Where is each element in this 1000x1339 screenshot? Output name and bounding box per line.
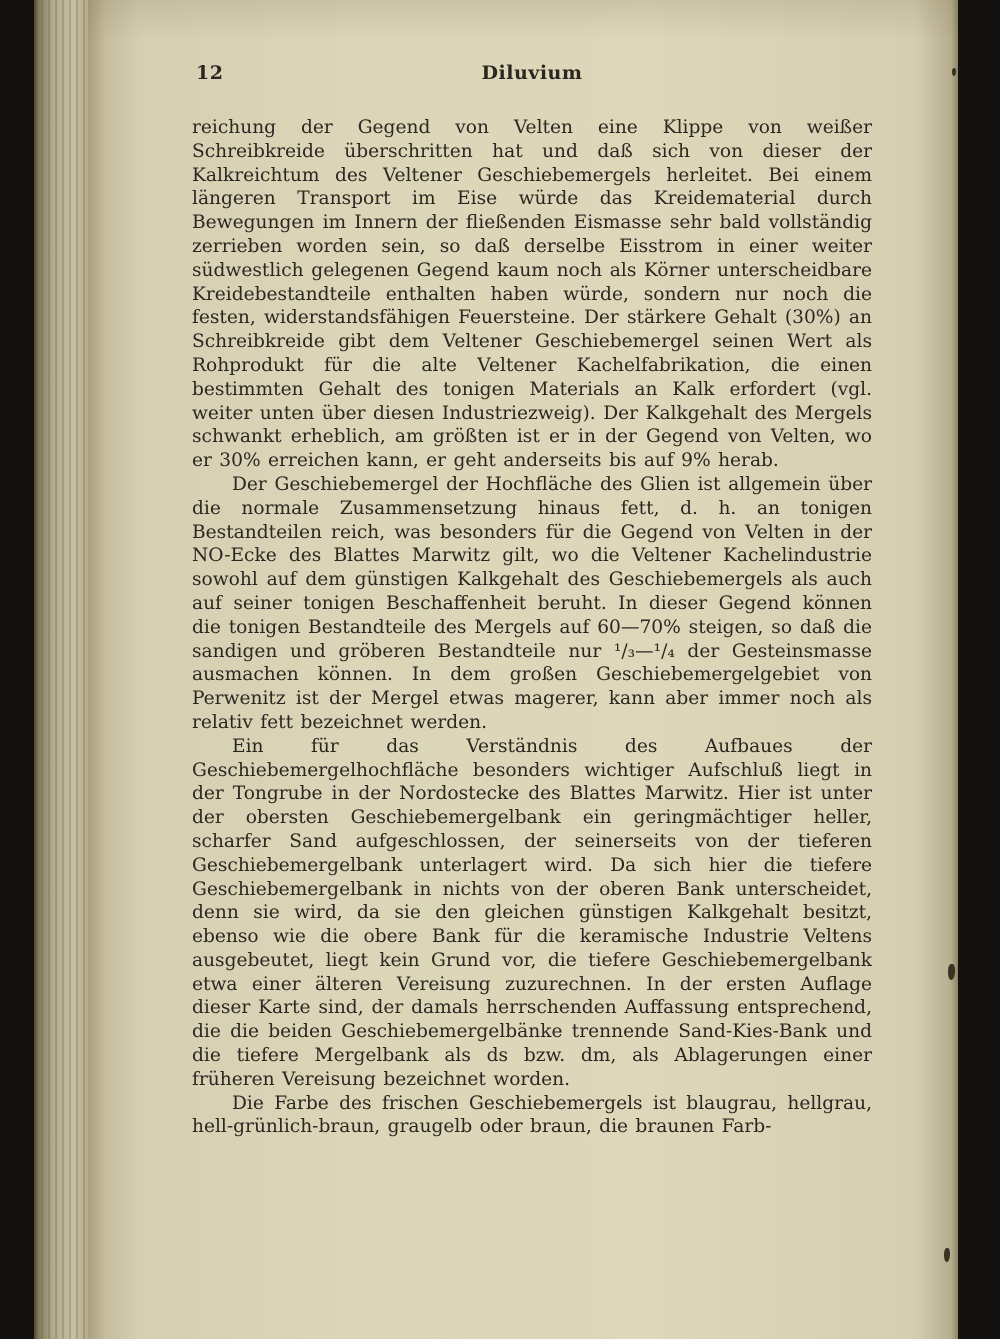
text-column (192, 62, 872, 1139)
running-title: Diluvium (481, 62, 583, 84)
book-page (88, 0, 958, 1339)
paragraph-incomplete: Die Farbe des frischen Geschiebemergels ist blaugrau, hellgrau, hell-grünlich-braun, graugelb oder braun, die braunen Farb- (192, 1092, 872, 1138)
paragraph-continuation: reichung der Gegend von Velten eine Klippe von weißer Schreibkreide überschritten hat und daß sich von dieser der Kalkreichtum des Veltener Geschiebemergels herleitet. Bei einem längeren Transport im Eise würde das Kreidematerial durch Bewegungen im Innern der fließenden Eismasse sehr bald vollständig zerrieben worden sein, so daß derselbe Eisstrom in einer weiter südwestlich gelegenen Gegend kaum noch als Körner unterscheidbare Kreidebestandteile enthalten haben würde, sondern nur noch die festen, widerstandsfähigen Feuersteine. Der stärkere Gehalt (30%) an Schreibkreide gibt dem Veltener Geschiebemergel seinen Wert als Rohprodukt für die alte Veltener Kachelfabrikation, die einen bestimmten Gehalt des tonigen Materials an Kalk erfordert (vgl. weiter unten über diesen Industriezweig). Der Kalkgehalt des Mergels schwankt erheblich, am größten ist er in der Gegend von Velten, wo er 30% erreichen kann, er geht anderseits bis auf 9% herab. (192, 117, 872, 472)
page-header (192, 62, 872, 88)
paragraph: Ein für das Verständnis des Aufbaues der Geschiebemergelhochfläche besonders wichtiger Aufschluß liegt in der Tongrube in der Nordostecke des Blattes Marwitz. Hier ist unter der obersten Geschiebemergelbank ein geringmächtiger heller, scharfer Sand aufgeschlossen, der seinerseits von der tieferen Geschiebemergelbank unterlagert wird. Da sich hier die tiefere Geschiebemergelbank in nichts von der oberen Bank unterscheidet, denn sie wird, da sie den gleichen günstigen Kalkgehalt besitzt, ebenso wie die obere Bank für die keramische Industrie Veltens ausgebeutet, liegt kein Grund vor, die tiefere Geschiebemergelbank etwa einer älteren Vereisung zuzurechnen. In der ersten Auflage dieser Karte sind, der damals herrschenden Auffassung entsprechend, die die beiden Geschiebemergelbänke trennende Sand-Kies-Bank und die tiefere Mergelbank als ds bzw. dm, als Ablagerungen einer früheren Vereisung bezeichnet worden. (192, 735, 872, 1090)
body-text (192, 116, 872, 1139)
book-gutter-page-edges (34, 0, 90, 1339)
paragraph: Der Geschiebemergel der Hochfläche des Glien ist allgemein über die normale Zusammensetzung hinaus fett, d. h. an tonigen Bestandteilen reich, was besonders für die Gegend von Velten in der NO-Ecke des Blattes Marwitz gilt, wo die Veltener Kachelindustrie sowohl auf dem günstigen Kalkgehalt des Geschiebemergels als auch auf seiner tonigen Beschaffenheit beruht. In dieser Gegend können die tonigen Bestandteile des Mergels auf 60—70% steigen, so daß die sandigen und gröberen Bestandteile nur ¹/₃—¹/₄ der Gesteinsmasse ausmachen können. In dem großen Geschiebemergelgebiet von Perwenitz ist der Mergel etwas magerer, kann aber immer noch als relativ fett bezeichnet werden. (192, 473, 872, 733)
page-number: 12 (196, 62, 224, 84)
